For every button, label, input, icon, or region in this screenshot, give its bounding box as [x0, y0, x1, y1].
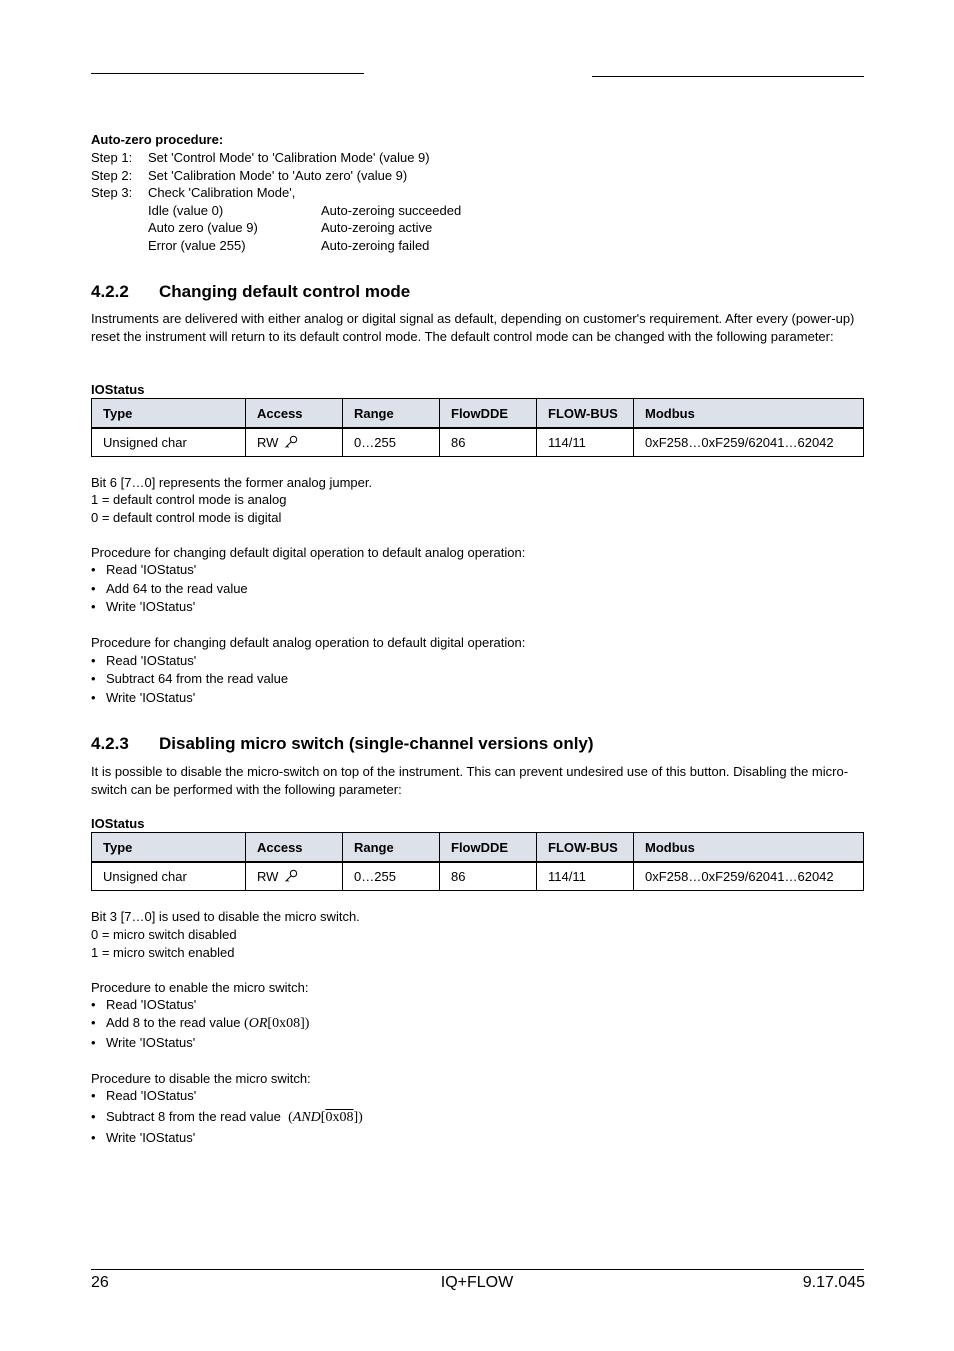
list-item [91, 1130, 195, 1145]
document-number: 9.17.045 [802, 1274, 865, 1291]
step-text: Check 'Calibration Mode', [148, 185, 296, 200]
section-intro: Instruments are delivered with either analog or digital signal as default, depending on customer's requirement. After every (power-up) reset the instrument will return to its default control mode. The default control mode can be changed with the following parameter: [91, 311, 855, 344]
bit-value-line: 1 = default control mode is analog [91, 492, 287, 507]
col-header-type: Type [92, 399, 246, 429]
step-text: Set 'Control Mode' to 'Calibration Mode' (value 9) [148, 150, 430, 165]
col-header-flowbus: FLOW-BUS [537, 399, 634, 429]
bit-value-line: 1 = micro switch enabled [91, 945, 235, 960]
list-item-text: Write 'IOStatus' [106, 599, 196, 614]
col-header-flowdde: FlowDDE [440, 399, 537, 429]
list-item [91, 581, 248, 596]
list-item [91, 671, 288, 686]
section-heading-4-2-2 [91, 282, 410, 302]
col-header-range: Range [343, 833, 440, 863]
page-number: 26 [91, 1274, 109, 1291]
section-title: Changing default control mode [159, 282, 411, 301]
col-header-type: Type [92, 833, 246, 863]
section-number: 4.2.2 [91, 282, 129, 301]
list-item [91, 690, 195, 705]
step-label: Step 1: [91, 150, 133, 165]
list-item [91, 599, 195, 614]
access-text: RW [257, 869, 279, 884]
list-item [91, 562, 196, 577]
bit-description: Bit 3 [7…0] is used to disable the micro switch. [91, 909, 360, 924]
section-heading-4-2-3 [91, 734, 594, 754]
cell-access [246, 862, 343, 891]
result-state: Error (value 255) [148, 238, 246, 253]
cell-flowbus: 114/11 [537, 428, 634, 457]
formula-op: AND [292, 1110, 321, 1125]
product-name: IQ+FLOW [440, 1274, 514, 1291]
result-meaning: Auto-zeroing active [321, 220, 433, 235]
col-header-range: Range [343, 399, 440, 429]
list-item-text: Write 'IOStatus' [106, 1130, 196, 1145]
formula-op: OR [248, 1016, 268, 1031]
step-label: Step 3: [91, 185, 133, 200]
result-meaning: Auto-zeroing succeeded [321, 203, 462, 218]
bullet-mark: • [91, 1088, 96, 1103]
list-item [91, 653, 196, 668]
result-state: Idle (value 0) [148, 203, 224, 218]
and-formula: (AND[0x08]) [288, 1110, 363, 1125]
cell-flowdde: 86 [440, 862, 537, 891]
col-header-flowdde: FlowDDE [440, 833, 537, 863]
bit-description: Bit 6 [7…0] represents the former analog jumper. [91, 475, 373, 490]
list-item [91, 1088, 196, 1103]
cell-range: 0…255 [343, 428, 440, 457]
cell-type: Unsigned char [92, 862, 246, 891]
bullet-mark: • [91, 599, 96, 614]
autozero-heading: Auto-zero procedure: [91, 132, 224, 147]
bullet-mark: • [91, 562, 96, 577]
list-item-text: Read 'IOStatus' [106, 1088, 197, 1103]
procedure-title: Procedure to enable the micro switch: [91, 980, 309, 995]
or-formula: (OR[0x08]) [244, 1016, 310, 1031]
col-header-modbus: Modbus [634, 399, 864, 429]
result-state: Auto zero (value 9) [148, 220, 258, 235]
bit-value-line: 0 = default control mode is digital [91, 510, 282, 525]
result-meaning: Auto-zeroing failed [321, 238, 430, 253]
cell-modbus: 0xF258…0xF259/62041…62042 [634, 862, 864, 891]
header-rule-left [91, 73, 364, 74]
bullet-mark: • [91, 581, 96, 596]
param-table-iostatus-1 [91, 398, 864, 457]
cell-range: 0…255 [343, 862, 440, 891]
procedure-title: Procedure to disable the micro switch: [91, 1071, 311, 1086]
col-header-access: Access [246, 833, 343, 863]
cell-type: Unsigned char [92, 428, 246, 457]
step-text: Set 'Calibration Mode' to 'Auto zero' (value 9) [148, 168, 408, 183]
formula-value: 0x08 [325, 1110, 354, 1125]
header-rule-right [592, 76, 864, 77]
param-table-iostatus-2 [91, 832, 864, 891]
bullet-mark: • [91, 653, 96, 668]
list-item [91, 997, 196, 1012]
bullet-mark: • [91, 1035, 96, 1050]
table-row [92, 862, 864, 891]
procedure-title: Procedure for changing default digital operation to default analog operation: [91, 545, 526, 560]
list-item-text: Add 64 to the read value [106, 581, 248, 596]
bullet-mark: • [91, 690, 96, 705]
formula-value: 0x08 [272, 1016, 301, 1031]
list-item-text: Subtract 8 from the read value [106, 1109, 289, 1124]
section-intro: It is possible to disable the micro-switch on top of the instrument. This can prevent undesired use of this button. Disabling the micro-switch can be performed with the following parameter: [91, 764, 849, 797]
param-name: IOStatus [91, 816, 145, 831]
list-item [91, 1035, 195, 1050]
list-item-text: Read 'IOStatus' [106, 653, 197, 668]
procedure-title: Procedure for changing default analog operation to default digital operation: [91, 635, 526, 650]
bullet-mark: • [91, 1015, 96, 1030]
bit-value-line: 0 = micro switch disabled [91, 927, 237, 942]
cell-flowdde: 86 [440, 428, 537, 457]
section-number: 4.2.3 [91, 734, 129, 753]
list-item [91, 1109, 363, 1126]
footer-rule [91, 1269, 864, 1270]
list-item-text: Write 'IOStatus' [106, 1035, 196, 1050]
key-icon [284, 869, 298, 883]
table-row [92, 428, 864, 457]
bullet-mark: • [91, 1109, 96, 1124]
list-item [91, 1015, 309, 1032]
key-icon [284, 435, 298, 449]
cell-flowbus: 114/11 [537, 862, 634, 891]
list-item-text: Read 'IOStatus' [106, 562, 197, 577]
bullet-mark: • [91, 1130, 96, 1145]
list-item-text: Read 'IOStatus' [106, 997, 197, 1012]
table-header-row [92, 833, 864, 863]
list-item-text: Add 8 to the read value [106, 1015, 245, 1030]
list-item-text: Write 'IOStatus' [106, 690, 196, 705]
col-header-access: Access [246, 399, 343, 429]
step-label: Step 2: [91, 168, 133, 183]
cell-modbus: 0xF258…0xF259/62041…62042 [634, 428, 864, 457]
list-item-text: Subtract 64 from the read value [106, 671, 289, 686]
cell-access [246, 428, 343, 457]
col-header-modbus: Modbus [634, 833, 864, 863]
bullet-mark: • [91, 997, 96, 1012]
section-title: Disabling micro switch (single-channel versions only) [159, 734, 594, 753]
param-name: IOStatus [91, 382, 145, 397]
col-header-flowbus: FLOW-BUS [537, 833, 634, 863]
access-text: RW [257, 435, 279, 450]
bullet-mark: • [91, 671, 96, 686]
table-header-row [92, 399, 864, 429]
